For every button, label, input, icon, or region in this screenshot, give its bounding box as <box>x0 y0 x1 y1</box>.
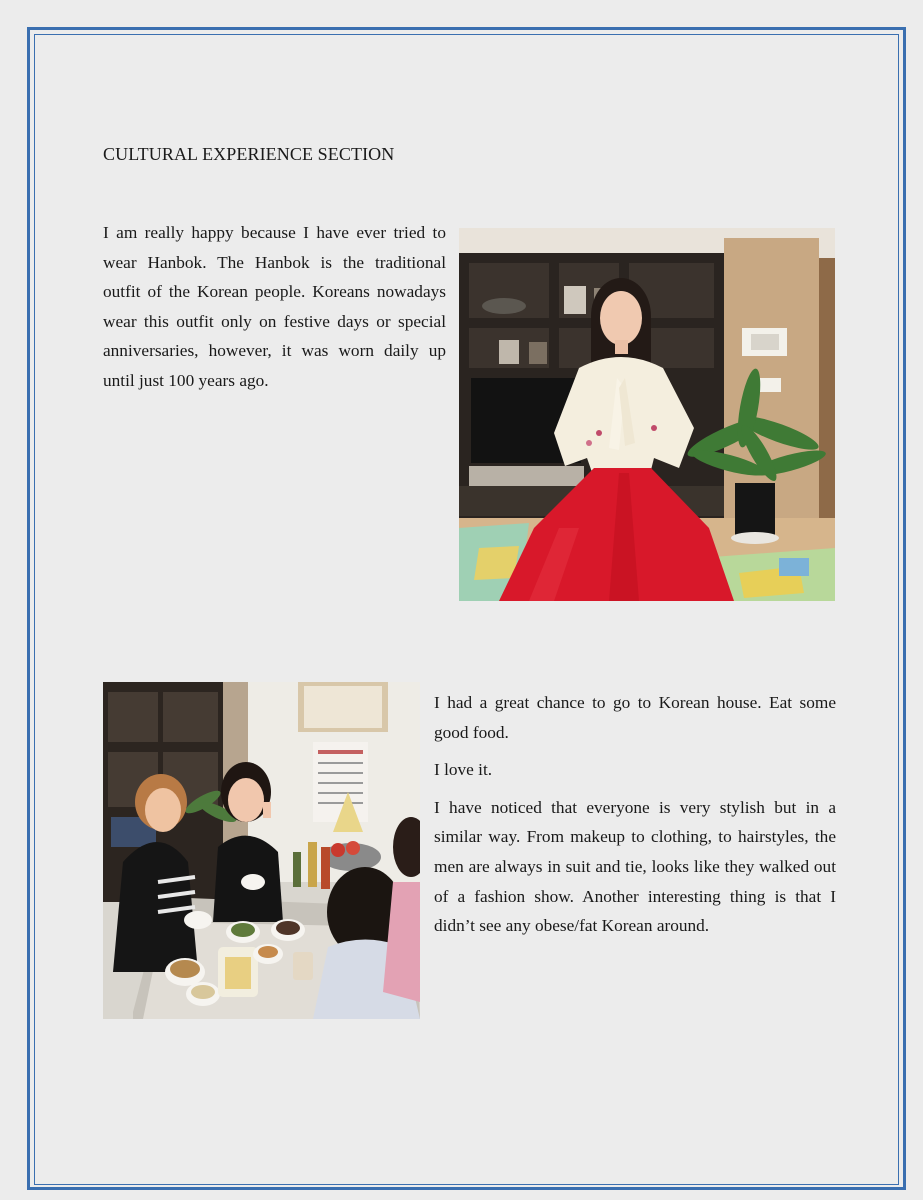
korean-house-paragraph <box>434 688 836 949</box>
hanbok-photo <box>459 228 835 601</box>
paragraph-line-stylish: I have noticed that everyone is very stylish but in a similar way. From makeup to clothing, to hairstyles, the men are always in suit and tie, looks like they walked out of a fashion show. Another interesting thing is that I didn’t see any obese/fat Korean around. <box>434 797 836 936</box>
section-title: CULTURAL EXPERIENCE SECTION <box>103 144 395 164</box>
korean-house-dinner-photo <box>103 682 420 1019</box>
hanbok-paragraph: I am really happy because I have ever tried to wear Hanbok. The Hanbok is the traditional outfit of the Korean people. Koreans nowadays wear this outfit only on festive days or special anniversaries, however, it was worn daily up until just 100 years ago. <box>103 223 446 390</box>
paragraph-line-love: I love it. <box>434 760 493 780</box>
paragraph-line-food: I had a great chance to go to Korean house. Eat some good food. <box>434 693 836 742</box>
